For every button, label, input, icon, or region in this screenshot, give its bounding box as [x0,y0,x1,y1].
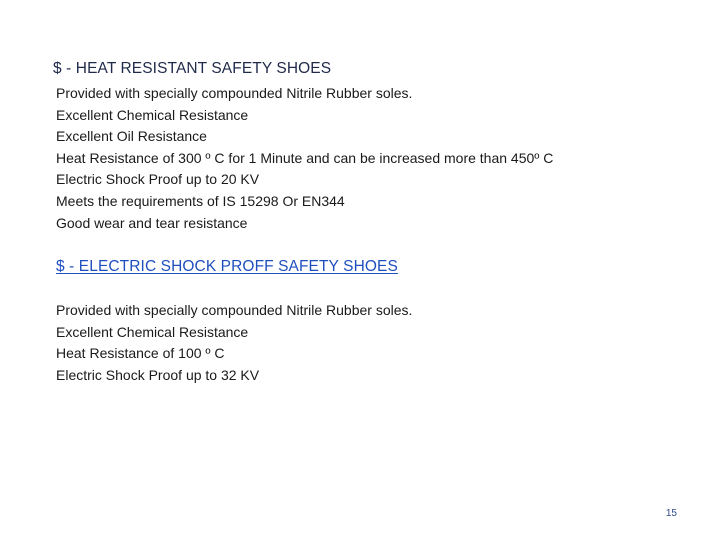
list-item: Heat Resistance of 300 º C for 1 Minute and can be increased more than 450º C [56,149,554,166]
list-item: Electric Shock Proof up to 32 KV [56,366,260,383]
list-item: Good wear and tear resistance [56,214,248,231]
list-item: Heat Resistance of 100 º C [56,345,225,362]
list-item: Provided with specially compounded Nitrile Rubber soles. [56,85,413,101]
heat-resistant-heading: $ - HEAT RESISTANT SAFETY SHOES [53,60,332,77]
heat-resistant-feature-list [56,83,553,234]
list-item: Excellent Oil Resistance [56,128,207,145]
list-item: Excellent Chemical Resistance [56,106,249,123]
page-number: 15 [665,508,677,519]
list-item: Excellent Chemical Resistance [56,323,249,340]
electric-shock-feature-list [56,300,412,386]
electric-shock-heading: $ - ELECTRIC SHOCK PROFF SAFETY SHOES [56,258,398,275]
list-item: Meets the requirements of IS 15298 Or EN344 [56,192,345,209]
list-item: Electric Shock Proof up to 20 KV [56,171,260,188]
list-item: Provided with specially compounded Nitrile Rubber soles. [56,302,413,318]
